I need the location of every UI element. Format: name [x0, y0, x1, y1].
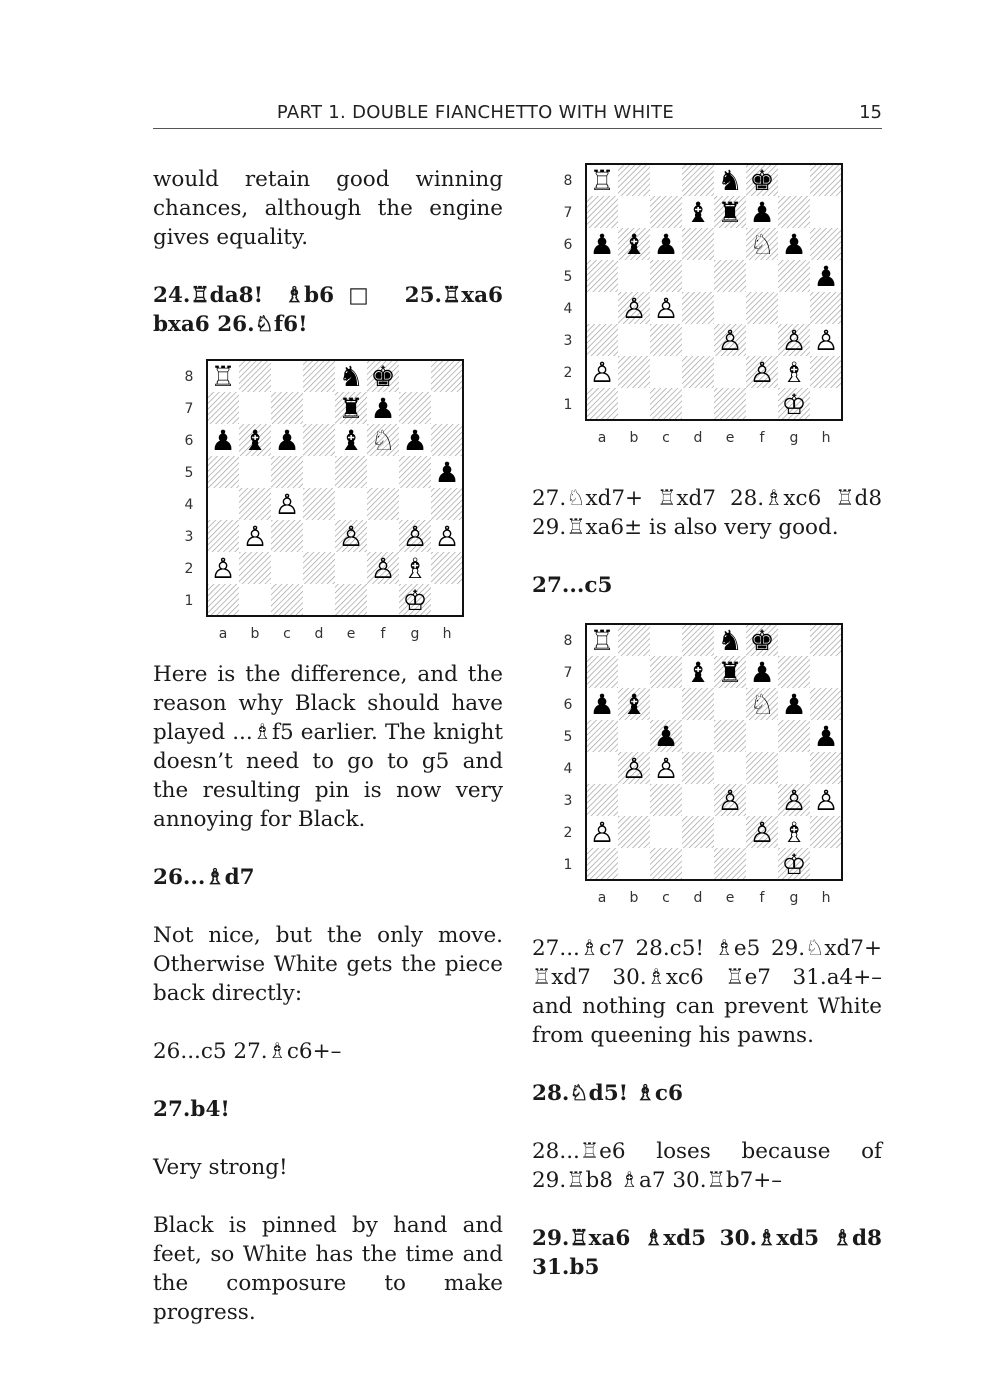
black-bishop-icon: ♝ — [621, 688, 647, 721]
chess-diagram-3 — [532, 620, 839, 910]
board-square — [207, 392, 239, 424]
board-square — [303, 584, 335, 616]
white-pawn-icon: ♙ — [813, 784, 839, 817]
rank-label: 5 — [563, 269, 573, 285]
white-pawn-icon: ♙ — [717, 784, 743, 817]
chess-board — [153, 356, 473, 646]
board-square — [810, 816, 842, 848]
right-column — [532, 160, 882, 1282]
board-square — [810, 624, 842, 656]
white-pawn-icon: ♙ — [749, 816, 775, 849]
board-square — [303, 424, 335, 456]
board-square — [650, 260, 682, 292]
file-label: f — [759, 890, 765, 906]
black-pawn-icon: ♟ — [210, 424, 236, 457]
board-square — [618, 720, 650, 752]
board-square — [682, 752, 714, 784]
board-square — [650, 784, 682, 816]
white-bishop-icon: ♗ — [781, 816, 807, 849]
white-rook-icon: ♖ — [210, 360, 236, 393]
board-square — [810, 164, 842, 196]
white-knight-icon: ♘ — [749, 228, 775, 261]
board-square — [714, 292, 746, 324]
board-square — [682, 784, 714, 816]
board-square — [682, 324, 714, 356]
white-bishop-icon: ♗ — [402, 552, 428, 585]
white-pawn-icon: ♙ — [621, 292, 647, 325]
board-square — [271, 392, 303, 424]
file-label: c — [662, 890, 670, 906]
chess-board — [532, 620, 852, 910]
black-pawn-icon: ♟ — [274, 424, 300, 457]
rank-label: 5 — [184, 465, 194, 481]
white-pawn-icon: ♙ — [653, 292, 679, 325]
board-square — [271, 456, 303, 488]
black-bishop-icon: ♝ — [685, 196, 711, 229]
black-king-icon: ♚ — [370, 360, 396, 393]
board-square — [650, 688, 682, 720]
move-line: 26...♗d7 — [153, 865, 255, 890]
board-square — [650, 816, 682, 848]
board-square — [778, 196, 810, 228]
white-pawn-icon: ♙ — [434, 520, 460, 553]
white-rook-icon: ♖ — [589, 164, 615, 197]
board-square — [618, 784, 650, 816]
black-pawn-icon: ♟ — [813, 720, 839, 753]
black-bishop-icon: ♝ — [685, 656, 711, 689]
running-header — [153, 100, 882, 129]
black-pawn-icon: ♟ — [434, 456, 460, 489]
file-label: c — [283, 626, 291, 642]
file-label: b — [629, 890, 639, 906]
paragraph: Here is the difference, and the reason why Black should have played ...♗f5 earlier. The knight doesn’t need to go to g5 and the resulting pin is now very annoying for Black. — [153, 662, 503, 832]
board-square — [586, 388, 618, 420]
board-square — [810, 356, 842, 388]
board-square — [271, 360, 303, 392]
board-square — [239, 392, 271, 424]
black-pawn-icon: ♟ — [370, 392, 396, 425]
board-square — [618, 816, 650, 848]
move-line: 28.♘d5! ♗c6 — [532, 1081, 683, 1106]
board-square — [431, 360, 463, 392]
white-pawn-icon: ♙ — [749, 356, 775, 389]
board-square — [682, 816, 714, 848]
board-square — [303, 520, 335, 552]
board-square — [303, 392, 335, 424]
rank-label: 2 — [184, 561, 194, 577]
black-pawn-icon: ♟ — [589, 228, 615, 261]
board-square — [714, 752, 746, 784]
board-square — [399, 456, 431, 488]
board-square — [431, 424, 463, 456]
board-square — [682, 228, 714, 260]
black-knight-icon: ♞ — [717, 624, 743, 657]
board-square — [271, 552, 303, 584]
black-bishop-icon: ♝ — [621, 228, 647, 261]
rank-label: 4 — [563, 761, 573, 777]
black-pawn-icon: ♟ — [589, 688, 615, 721]
file-label: c — [662, 430, 670, 446]
board-square — [650, 624, 682, 656]
board-square — [303, 456, 335, 488]
board-square — [714, 688, 746, 720]
black-pawn-icon: ♟ — [749, 656, 775, 689]
file-label: g — [410, 626, 420, 642]
move-line: 27...c5 — [532, 573, 613, 598]
white-rook-icon: ♖ — [589, 624, 615, 657]
rank-label: 6 — [563, 237, 573, 253]
board-square — [650, 848, 682, 880]
paragraph: Very strong! — [153, 1155, 288, 1180]
black-rook-icon: ♜ — [338, 392, 364, 425]
board-square — [810, 688, 842, 720]
chess-board — [532, 160, 852, 450]
board-square — [367, 584, 399, 616]
board-square — [239, 360, 271, 392]
rank-label: 1 — [563, 397, 573, 413]
white-pawn-icon: ♙ — [589, 356, 615, 389]
file-label: b — [629, 430, 639, 446]
move-line: 24.♖da8! ♗b6□ 25.♖xa6 bxa6 26.♘f6! — [153, 283, 503, 337]
file-label: f — [759, 430, 765, 446]
board-square — [399, 360, 431, 392]
chapter-title: PART 1. DOUBLE FIANCHETTO WITH WHITE — [276, 102, 674, 123]
board-square — [586, 292, 618, 324]
board-square — [714, 228, 746, 260]
white-pawn-icon: ♙ — [402, 520, 428, 553]
board-square — [207, 520, 239, 552]
board-square — [207, 584, 239, 616]
paragraph: Not nice, but the only move. Otherwise White gets the piece back directly: — [153, 923, 503, 1006]
white-knight-icon: ♘ — [370, 424, 396, 457]
paragraph: 26...c5 27.♗c6+– — [153, 1039, 342, 1064]
black-knight-icon: ♞ — [717, 164, 743, 197]
board-square — [682, 356, 714, 388]
board-square — [714, 816, 746, 848]
rank-label: 3 — [563, 333, 573, 349]
board-square — [778, 752, 810, 784]
black-knight-icon: ♞ — [338, 360, 364, 393]
board-square — [682, 848, 714, 880]
board-square — [714, 356, 746, 388]
board-square — [650, 164, 682, 196]
file-label: d — [314, 626, 324, 642]
board-square — [399, 392, 431, 424]
board-square — [367, 456, 399, 488]
board-square — [586, 656, 618, 688]
board-square — [778, 292, 810, 324]
board-square — [367, 488, 399, 520]
board-square — [271, 584, 303, 616]
board-square — [271, 520, 303, 552]
file-label: a — [597, 890, 607, 906]
white-pawn-icon: ♙ — [781, 784, 807, 817]
file-label: a — [218, 626, 228, 642]
black-rook-icon: ♜ — [717, 196, 743, 229]
rank-label: 8 — [563, 633, 573, 649]
board-square — [335, 552, 367, 584]
paragraph: 28...♖e6 loses because of 29.♖b8 ♗a7 30.♖b7+– — [532, 1139, 882, 1193]
board-square — [431, 392, 463, 424]
board-square — [618, 388, 650, 420]
board-square — [586, 196, 618, 228]
rank-label: 4 — [184, 497, 194, 513]
black-bishop-icon: ♝ — [242, 424, 268, 457]
board-square — [586, 720, 618, 752]
rank-label: 8 — [184, 369, 194, 385]
white-pawn-icon: ♙ — [242, 520, 268, 553]
rank-label: 1 — [563, 857, 573, 873]
white-pawn-icon: ♙ — [210, 552, 236, 585]
file-label: f — [380, 626, 386, 642]
board-square — [746, 784, 778, 816]
board-square — [746, 260, 778, 292]
board-square — [714, 720, 746, 752]
rank-label: 6 — [563, 697, 573, 713]
chess-diagram-1 — [153, 356, 460, 646]
board-square — [303, 488, 335, 520]
rank-label: 4 — [563, 301, 573, 317]
rank-label: 2 — [563, 365, 573, 381]
white-king-icon: ♔ — [402, 584, 428, 617]
board-square — [239, 552, 271, 584]
board-square — [618, 260, 650, 292]
board-square — [618, 196, 650, 228]
paragraph: would retain good winning chances, although the engine gives equality. — [153, 167, 503, 250]
file-label: e — [346, 626, 356, 642]
white-king-icon: ♔ — [781, 388, 807, 421]
board-square — [650, 656, 682, 688]
white-pawn-icon: ♙ — [653, 752, 679, 785]
board-square — [650, 324, 682, 356]
board-square — [650, 388, 682, 420]
board-square — [650, 356, 682, 388]
rank-label: 8 — [563, 173, 573, 189]
board-square — [586, 784, 618, 816]
board-square — [778, 164, 810, 196]
board-square — [746, 848, 778, 880]
board-square — [431, 488, 463, 520]
board-square — [239, 456, 271, 488]
board-square — [778, 720, 810, 752]
rank-label: 7 — [563, 665, 573, 681]
page-number: 15 — [859, 102, 882, 123]
board-square — [618, 624, 650, 656]
file-label: g — [789, 890, 799, 906]
board-square — [682, 164, 714, 196]
board-square — [810, 228, 842, 260]
board-square — [746, 324, 778, 356]
board-square — [682, 260, 714, 292]
rank-label: 2 — [563, 825, 573, 841]
file-label: e — [725, 430, 735, 446]
file-label: h — [821, 890, 831, 906]
rank-label: 5 — [563, 729, 573, 745]
black-pawn-icon: ♟ — [781, 228, 807, 261]
black-pawn-icon: ♟ — [653, 720, 679, 753]
board-square — [618, 356, 650, 388]
board-square — [682, 292, 714, 324]
board-square — [586, 848, 618, 880]
board-square — [778, 624, 810, 656]
white-pawn-icon: ♙ — [717, 324, 743, 357]
board-square — [778, 656, 810, 688]
board-square — [207, 456, 239, 488]
board-square — [810, 292, 842, 324]
black-pawn-icon: ♟ — [653, 228, 679, 261]
black-pawn-icon: ♟ — [402, 424, 428, 457]
board-square — [586, 260, 618, 292]
rank-label: 6 — [184, 433, 194, 449]
board-square — [650, 196, 682, 228]
file-label: a — [597, 430, 607, 446]
white-knight-icon: ♘ — [749, 688, 775, 721]
white-king-icon: ♔ — [781, 848, 807, 881]
white-pawn-icon: ♙ — [813, 324, 839, 357]
board-square — [335, 456, 367, 488]
paragraph: 27.♘xd7+ ♖xd7 28.♗xc6 ♖d8 29.♖xa6± is also very good. — [532, 486, 882, 540]
board-square — [746, 720, 778, 752]
board-square — [682, 688, 714, 720]
black-pawn-icon: ♟ — [781, 688, 807, 721]
board-square — [810, 388, 842, 420]
white-pawn-icon: ♙ — [589, 816, 615, 849]
rank-label: 1 — [184, 593, 194, 609]
board-square — [618, 848, 650, 880]
board-square — [586, 324, 618, 356]
board-square — [431, 552, 463, 584]
board-square — [239, 488, 271, 520]
board-square — [618, 656, 650, 688]
board-square — [618, 164, 650, 196]
board-square — [586, 752, 618, 784]
board-square — [746, 752, 778, 784]
file-label: g — [789, 430, 799, 446]
black-pawn-icon: ♟ — [749, 196, 775, 229]
file-label: h — [821, 430, 831, 446]
board-square — [714, 848, 746, 880]
move-line: 29.♖xa6 ♗xd5 30.♗xd5 ♗d8 31.b5 — [532, 1226, 882, 1280]
white-pawn-icon: ♙ — [274, 488, 300, 521]
file-label: e — [725, 890, 735, 906]
white-bishop-icon: ♗ — [781, 356, 807, 389]
file-label: d — [693, 890, 703, 906]
board-square — [335, 488, 367, 520]
file-label: b — [250, 626, 260, 642]
rank-label: 3 — [184, 529, 194, 545]
board-square — [682, 720, 714, 752]
board-square — [303, 552, 335, 584]
board-square — [714, 388, 746, 420]
board-square — [303, 360, 335, 392]
board-square — [367, 520, 399, 552]
black-rook-icon: ♜ — [717, 656, 743, 689]
paragraph: Black is pinned by hand and feet, so White has the time and the composure to make progress. — [153, 1213, 503, 1325]
board-square — [618, 324, 650, 356]
move-line: 27.b4! — [153, 1097, 230, 1122]
board-square — [714, 260, 746, 292]
board-square — [810, 848, 842, 880]
board-square — [778, 260, 810, 292]
board-square — [431, 584, 463, 616]
board-square — [810, 752, 842, 784]
black-pawn-icon: ♟ — [813, 260, 839, 293]
white-pawn-icon: ♙ — [370, 552, 396, 585]
board-square — [746, 388, 778, 420]
file-label: d — [693, 430, 703, 446]
white-pawn-icon: ♙ — [621, 752, 647, 785]
board-square — [682, 388, 714, 420]
white-pawn-icon: ♙ — [338, 520, 364, 553]
left-column — [153, 165, 503, 1327]
board-square — [399, 488, 431, 520]
board-square — [810, 656, 842, 688]
board-square — [335, 584, 367, 616]
board-square — [810, 196, 842, 228]
black-bishop-icon: ♝ — [338, 424, 364, 457]
rank-label: 7 — [184, 401, 194, 417]
chess-diagram-2 — [532, 160, 839, 450]
rank-label: 7 — [563, 205, 573, 221]
black-king-icon: ♚ — [749, 164, 775, 197]
rank-label: 3 — [563, 793, 573, 809]
black-king-icon: ♚ — [749, 624, 775, 657]
white-pawn-icon: ♙ — [781, 324, 807, 357]
board-square — [682, 624, 714, 656]
board-square — [207, 488, 239, 520]
board-square — [239, 584, 271, 616]
file-label: h — [442, 626, 452, 642]
paragraph: 27...♗c7 28.c5! ♗e5 29.♘xd7+ ♖xd7 30.♗xc6 ♖e7 31.a4+– and nothing can prevent White from queening his pawns. — [532, 936, 882, 1048]
board-square — [746, 292, 778, 324]
